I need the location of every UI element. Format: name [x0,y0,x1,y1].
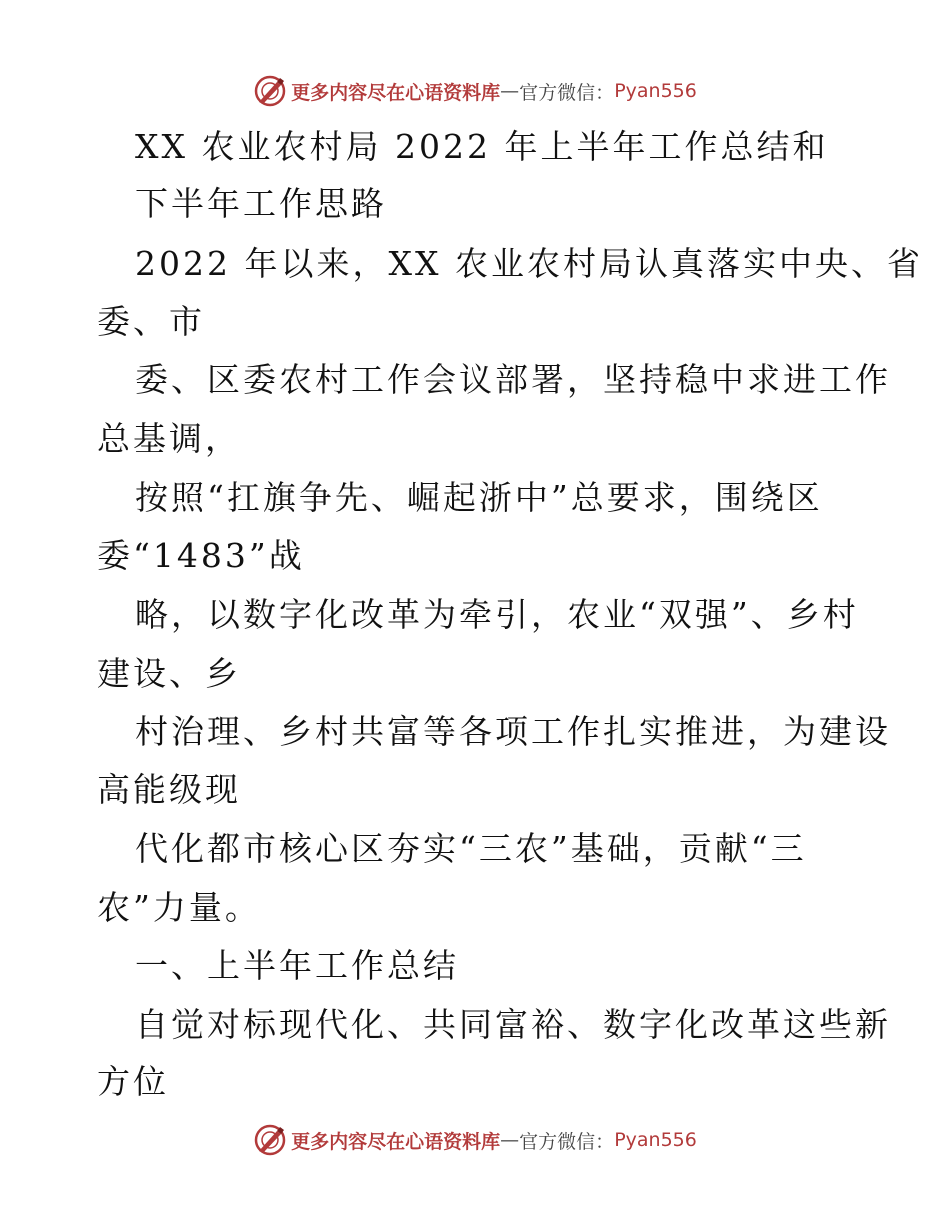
watermark-site-name: 更多内容尽在心语资料库 [291,1130,501,1153]
paragraph-line: 委“1483”战 [97,536,305,575]
paragraph-line: 自觉对标现代化、共同富裕、数字化改革这些新 [135,1005,891,1044]
paragraph-line: 建设、乡 [97,654,241,693]
watermark-separator: — [500,1129,520,1151]
watermark-wechat-id: Pyan556 [614,1129,697,1151]
paragraph-line: 方位 [97,1062,169,1101]
watermark-separator: — [500,80,520,102]
document-title-line-2: 下半年工作思路 [135,184,387,223]
watermark-official-label: 官方微信： [519,81,615,104]
paragraph-line: 村治理、乡村共富等各项工作扎实推进，为建设 [135,712,891,751]
paragraph-line: 高能级现 [97,770,241,809]
section-heading: 一、上半年工作总结 [135,946,459,985]
paragraph-line: 农”力量。 [97,888,261,927]
document-title-line-1: XX 农业农村局 2022 年上半年工作总结和 [135,127,829,166]
paragraph-line: 按照“扛旗争先、崛起浙中”总要求，围绕区 [135,478,823,517]
paragraph-line: 代化都市核心区夯实“三农”基础，贡献“三 [135,829,807,868]
pen-circle-logo-icon [253,1123,287,1157]
paragraph-line: 委、区委农村工作会议部署，坚持稳中求进工作 [135,360,891,399]
watermark-wechat-id: Pyan556 [614,80,697,102]
watermark-site-name: 更多内容尽在心语资料库 [291,81,501,104]
watermark-official-label: 官方微信： [519,1130,615,1153]
paragraph-line: 略，以数字化改革为牵引，农业“双强”、乡村 [135,595,859,634]
footer-watermark-banner [0,1120,950,1160]
paragraph-line: 委、市 [97,302,205,341]
paragraph-line: 2022 年以来，XX 农业农村局认真落实中央、省 [135,244,923,283]
paragraph-line: 总基调， [97,419,241,458]
